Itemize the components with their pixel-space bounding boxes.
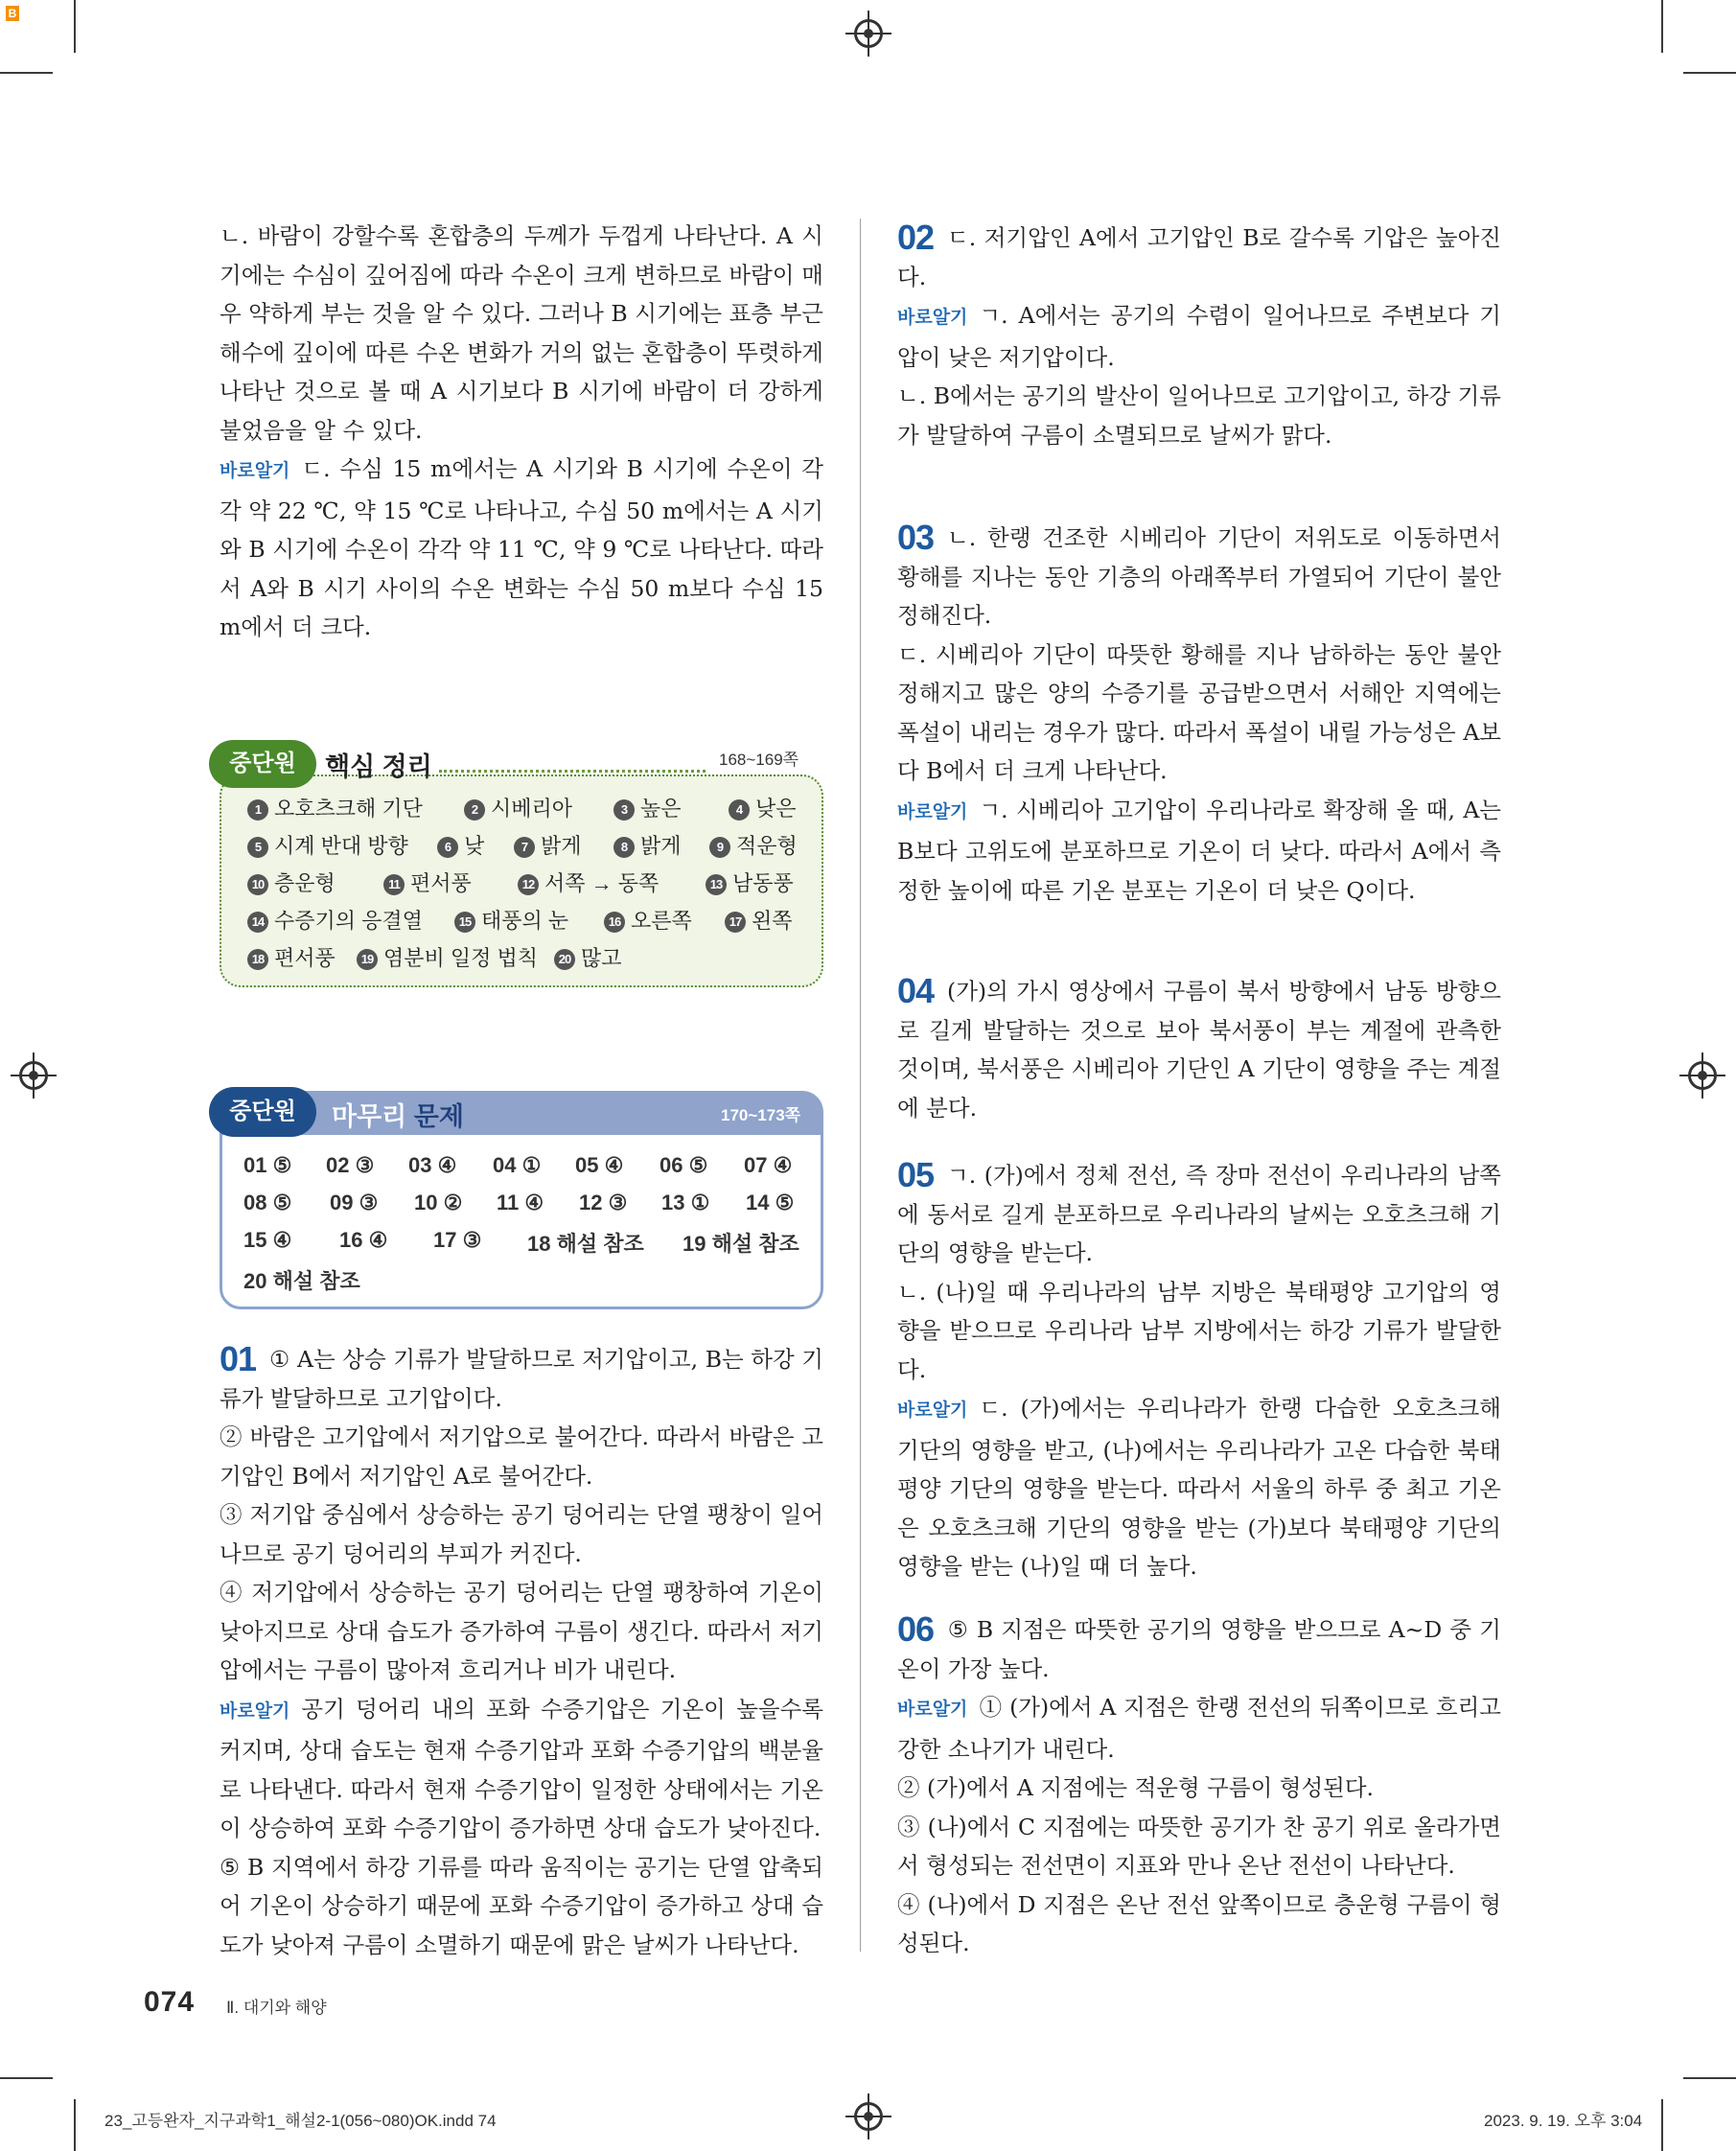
q05-extra: ㄴ. (나)일 때 우리나라의 남부 지방은 북태평양 고기압의 영향을 받으므로 우리나라 남부 지방에서는 하강 기류가 발달한다.	[897, 1278, 1501, 1383]
summary-item	[383, 867, 472, 897]
item-number-badge: 16	[604, 912, 625, 933]
summary-item	[554, 942, 622, 972]
summary-item	[247, 793, 423, 822]
q01-line: ③ 저기압 중심에서 상승하는 공기 덩어리는 단열 팽창이 일어나므로 공기 덩어리의 부피가 커진다.	[220, 1501, 823, 1567]
answer-pages: 170~173쪽	[721, 1106, 801, 1124]
answer-item	[683, 1228, 799, 1258]
summary-item	[613, 830, 682, 860]
correction-tag: 바로알기	[220, 461, 290, 481]
summary-item	[437, 830, 484, 860]
q06-block	[897, 1610, 1501, 1963]
answer-question: 04	[493, 1153, 517, 1177]
summary-item-text: 태풍의 눈	[481, 909, 569, 933]
item-number-badge: 7	[514, 837, 535, 858]
answer-question: 19	[683, 1232, 706, 1256]
q01-line: ⑤ B 지역에서 하강 기류를 따라 움직이는 공기는 단열 압축되어 기온이 상승하기 때문에 포화 수증기압이 증가하고 상대 습도가 낮아져 구름이 소멸하기 때문에 맑은 날씨가 나타난다.	[220, 1853, 823, 1958]
answer-item	[575, 1153, 623, 1178]
answer-item	[497, 1191, 544, 1215]
question-number: 04	[897, 971, 935, 1010]
answer-question: 12	[579, 1191, 603, 1214]
answer-item	[243, 1191, 291, 1215]
q01-line: ② 바람은 고기압에서 저기압으로 불어간다. 따라서 바람은 고기압인 B에서 저기압인 A로 불어간다.	[220, 1423, 823, 1490]
answer-question: 13	[661, 1191, 685, 1214]
intro-paragraph: ㄴ. 바람이 강할수록 혼합층의 두께가 두껍게 나타난다. A 시기에는 수심이 깊어짐에 따라 수온이 크게 변하므로 바람이 매우 약하게 부는 것을 알 수 있다. 그러나 B 시기에는 표층 부근 해수에 깊이에 따른 수온 변화가 거의 없는 혼합층이 뚜렷하게 나타난 것으로 볼 때 A 시기보다 B 시기에 바람이 더 강하게 불었음을 알 수 있다.	[220, 222, 823, 444]
answer-title-b: 문제	[413, 1102, 464, 1131]
answer-question: 09	[330, 1191, 354, 1214]
answer-item	[661, 1191, 709, 1215]
answer-value: ①	[521, 1153, 542, 1177]
summary-item-text: 편서풍	[274, 946, 336, 970]
summary-item	[247, 830, 408, 860]
summary-item	[357, 942, 538, 972]
summary-item	[604, 905, 692, 935]
answer-item	[408, 1153, 456, 1178]
crop-mark	[74, 2099, 76, 2151]
q05-correction: 바로알기 ㄷ. (가)에서는 우리나라가 한랭 다습한 오호츠크해 기단의 영향을 받고, (나)에서는 우리나라가 고온 다습한 북태평양 기단의 영향을 받는다. 따라서 서울의 하루 중 최고 기온은 오호츠크해 기단의 영향을 받는 (가)보다 북태평양 기단의 영향을 받는 (나)일 때 더 높다.	[897, 1395, 1501, 1580]
answer-item	[243, 1228, 291, 1253]
item-number-badge: 18	[247, 949, 268, 970]
q03-extra: ㄷ. 시베리아 기단이 따뜻한 황해를 지나 남하하는 동안 불안정해지고 많은 양의 수증기를 공급받으면서 서해안 지역에는 폭설이 내리는 경우가 많다. 따라서 폭설이 내릴 가능성은 A보다 B에서 더 크게 나타난다.	[897, 640, 1501, 784]
section-label: Ⅱ. 대기와 해양	[226, 1999, 327, 2017]
answer-question: 08	[243, 1191, 267, 1214]
answer-value: ⑤	[775, 1191, 795, 1214]
summary-item	[247, 942, 336, 972]
answer-title	[332, 1096, 464, 1133]
correction-tag: 바로알기	[897, 801, 968, 822]
item-number-badge: 11	[383, 874, 405, 895]
answer-value: ③	[608, 1191, 628, 1214]
q06-text: 06 ⑤ B 지점은 따뜻한 공기의 영향을 받으므로 A~D 중 기온이 가장 높다.	[897, 1609, 1501, 1682]
title-dotted-rule	[439, 770, 706, 773]
summary-item-text: 오호츠크해 기단	[274, 797, 423, 821]
intro-correction	[220, 450, 823, 647]
item-number-badge: 2	[464, 799, 485, 821]
summary-item	[464, 793, 572, 822]
crop-mark	[0, 2077, 53, 2079]
answer-question: 05	[575, 1153, 599, 1177]
summary-item-text: 시베리아	[491, 797, 573, 821]
q06-line: ④ (나)에서 D 지점은 온난 전선 앞쪽이므로 층운형 구름이 형성된다.	[897, 1890, 1501, 1956]
item-number-badge: 15	[454, 912, 475, 933]
answer-value: ④	[272, 1228, 292, 1252]
summary-item-text: 많고	[581, 946, 622, 970]
answer-value: ②	[443, 1191, 463, 1214]
answer-item	[746, 1191, 794, 1215]
item-number-badge: 10	[247, 874, 268, 895]
correction-text: ㄷ. 수심 15 m에서는 A 시기와 B 시기에 수온이 각각 약 22 ℃, 약 15 ℃로 나타나고, 수심 50 m에서는 A 시기와 B 시기에 수온이 각각 약 11 ℃, 약 9 ℃로 나타난다. 따라서 A와 B 시기 사이의 수온 변화는 수심 50 m보다 수심 15 m에서 더 크다.	[220, 455, 823, 640]
answer-value: ③	[355, 1153, 375, 1177]
answer-question: 18	[527, 1232, 551, 1256]
answer-value: ③	[359, 1191, 379, 1214]
item-number-badge: 17	[725, 912, 746, 933]
question-number: 06	[897, 1609, 935, 1649]
answer-question: 03	[408, 1153, 432, 1177]
summary-item-text: 층운형	[274, 871, 336, 895]
answer-value: ④	[524, 1191, 544, 1214]
answer-value: ⑤	[272, 1153, 292, 1177]
summary-item	[514, 830, 582, 860]
summary-item	[613, 793, 682, 822]
file-slug: 23_고등완자_지구과학1_해설2-1(056~080)OK.indd 74	[104, 2112, 497, 2130]
q03-text: 03 ㄴ. 한랭 건조한 시베리아 기단이 저위도로 이동하면서 황해를 지나는 동안 기층의 아래쪽부터 가열되어 기단이 불안정해진다.	[897, 518, 1501, 629]
question-number: 02	[897, 218, 935, 257]
answer-item	[579, 1191, 627, 1215]
question-number: 01	[220, 1339, 257, 1378]
answer-question: 14	[746, 1191, 770, 1214]
summary-item-text: 낮은	[755, 797, 797, 821]
answer-value: ④	[773, 1153, 793, 1177]
summary-item	[247, 867, 336, 897]
q02-block	[897, 219, 1501, 454]
summary-item-text: 편서풍	[410, 871, 472, 895]
answer-item	[493, 1153, 541, 1178]
left-column-intro	[220, 217, 823, 647]
item-number-badge: 13	[706, 874, 727, 895]
q03-correction: 바로알기 ㄱ. 시베리아 고기압이 우리나라로 확장해 올 때, A는 B보다 고위도에 분포하므로 기온이 더 낮다. 따라서 A에서 측정한 높이에 따른 기온 분포는 기온이 더 낮은 Q이다.	[897, 796, 1501, 904]
item-number-badge: 4	[729, 799, 750, 821]
summary-item-text: 왼쪽	[752, 909, 793, 933]
summary-item-text: 남동풍	[732, 871, 794, 895]
answer-title-a: 마무리	[332, 1102, 407, 1131]
item-number-badge: 14	[247, 912, 268, 933]
q03-block	[897, 519, 1501, 910]
q02-extra: ㄴ. B에서는 공기의 발산이 일어나므로 고기압이고, 하강 기류가 발달하여 구름이 소멸되므로 날씨가 맑다.	[897, 382, 1501, 449]
answer-value: ①	[690, 1191, 710, 1214]
answer-value: ⑤	[272, 1191, 292, 1214]
registration-mark-icon	[854, 2102, 883, 2131]
summary-item-text: 오른쪽	[631, 909, 692, 933]
answer-question: 02	[326, 1153, 350, 1177]
item-number-badge: 12	[518, 874, 539, 895]
answer-item	[660, 1153, 707, 1178]
crop-mark	[1683, 72, 1736, 74]
crop-mark	[1661, 2099, 1663, 2151]
answer-question: 11	[497, 1191, 520, 1214]
date-slug: 2023. 9. 19. 오후 3:04	[1484, 2112, 1643, 2130]
item-number-badge: 3	[613, 799, 635, 821]
crop-mark	[1661, 0, 1663, 53]
summary-item-text: 시계 반대 방향	[274, 834, 408, 858]
answer-item	[744, 1153, 792, 1178]
summary-item-text: 높은	[640, 797, 682, 821]
q01-correction: 바로알기 공기 덩어리 내의 포화 수증기압은 기온이 높을수록 커지며, 상대 습도는 현재 수증기압과 포화 수증기압의 백분율로 나타낸다. 따라서 현재 수증기압이 일정한 상태에서는 기온이 상승하여 포화 수증기압이 증가하면 상대 습도가 낮아진다.	[220, 1695, 823, 1841]
summary-pill: 중단원	[209, 740, 316, 788]
summary-pages: 168~169쪽	[719, 751, 799, 769]
summary-item	[454, 905, 568, 935]
summary-item-text: 밝게	[640, 834, 682, 858]
correction-tag: 바로알기	[897, 308, 968, 328]
q05-text: 05 ㄱ. (가)에서 정체 전선, 즉 장마 전선이 우리나라의 남쪽에 동서로 길게 분포하므로 우리나라의 날씨는 오호츠크해 기단의 영향을 받는다.	[897, 1155, 1501, 1266]
item-number-badge: 8	[613, 837, 635, 858]
registration-mark-icon	[1688, 1061, 1717, 1090]
q05-block	[897, 1156, 1501, 1586]
publisher-logo-icon: B	[6, 6, 19, 21]
summary-title: 핵심 정리	[325, 752, 432, 781]
answer-question: 16	[339, 1228, 363, 1252]
summary-item	[706, 867, 794, 897]
q02-text: 02 ㄷ. 저기압인 A에서 고기압인 B로 갈수록 기압은 높아진다.	[897, 218, 1501, 290]
answer-item	[243, 1153, 291, 1178]
summary-item	[725, 905, 793, 935]
answer-value: 해설 참조	[272, 1269, 360, 1293]
answer-item	[330, 1191, 378, 1215]
answer-item	[339, 1228, 387, 1253]
answer-question: 10	[414, 1191, 438, 1214]
summary-item-text: 염분비 일정 법칙	[383, 946, 538, 970]
summary-item	[709, 830, 798, 860]
answer-value: ④	[604, 1153, 624, 1177]
q06-line: ② (가)에서 A 지점에는 적운형 구름이 형성된다.	[897, 1774, 1375, 1801]
answer-value: ③	[462, 1228, 482, 1252]
answer-question: 17	[433, 1228, 457, 1252]
item-number-badge: 5	[247, 837, 268, 858]
answer-item	[414, 1191, 462, 1215]
correction-tag: 바로알기	[897, 1700, 968, 1720]
answer-question: 15	[243, 1228, 267, 1252]
answer-item	[527, 1228, 644, 1258]
correction-tag: 바로알기	[897, 1400, 968, 1421]
answer-question: 20	[243, 1269, 267, 1293]
q04-text: 04 (가)의 가시 영상에서 구름이 북서 방향에서 남동 방향으로 길게 발달하는 것으로 보아 북서풍이 부는 계절에 관측한 것이며, 북서풍은 시베리아 기단인 A 기단이 영향을 주는 계절에 분다.	[897, 971, 1501, 1122]
item-number-badge: 1	[247, 799, 268, 821]
item-number-badge: 19	[357, 949, 378, 970]
answer-item	[326, 1153, 374, 1178]
summary-item	[247, 905, 423, 935]
answer-value: 해설 참조	[556, 1232, 644, 1256]
answer-value: 해설 참조	[711, 1232, 799, 1256]
answer-value: ④	[437, 1153, 457, 1177]
q01-line: 01 ① A는 상승 기류가 발달하므로 저기압이고, B는 하강 기류가 발달하므로 고기압이다.	[220, 1339, 823, 1412]
summary-item	[729, 793, 797, 822]
answer-item	[243, 1265, 360, 1295]
answer-question: 01	[243, 1153, 267, 1177]
correction-tag: 바로알기	[220, 1700, 290, 1722]
column-divider	[860, 219, 861, 1952]
summary-item	[518, 867, 659, 897]
question-number: 03	[897, 518, 935, 557]
q04-block	[897, 972, 1501, 1127]
q06-correction: 바로알기 ① (가)에서 A 지점은 한랭 전선의 뒤쪽이므로 흐리고 강한 소나기가 내린다.	[897, 1694, 1501, 1763]
item-number-badge: 9	[709, 837, 730, 858]
q01-line: ④ 저기압에서 상승하는 공기 덩어리는 단열 팽창하여 기온이 낮아지므로 상대 습도가 증가하여 구름이 생긴다. 따라서 저기압에서는 구름이 많아져 흐리거나 비가 내린다.	[220, 1579, 823, 1683]
item-number-badge: 6	[437, 837, 458, 858]
q02-correction: 바로알기 ㄱ. A에서는 공기의 수렴이 일어나므로 주변보다 기압이 낮은 저기압이다.	[897, 302, 1501, 371]
answer-item	[433, 1228, 481, 1253]
item-number-badge: 20	[554, 949, 575, 970]
crop-mark	[0, 72, 53, 74]
registration-mark-icon	[19, 1061, 48, 1090]
page-number: 074	[144, 1986, 196, 2018]
q06-line: ③ (나)에서 C 지점에는 따뜻한 공기가 찬 공기 위로 올라가면서 형성되는 전선면이 지표와 만나 온난 전선이 나타난다.	[897, 1813, 1501, 1879]
answer-pill: 중단원	[209, 1087, 316, 1137]
crop-mark	[1683, 2077, 1736, 2079]
answer-value: ⑤	[688, 1153, 708, 1177]
answer-question: 06	[660, 1153, 683, 1177]
summary-item-text: 서쪽 → 동쪽	[544, 871, 660, 895]
summary-item-text: 수증기의 응결열	[274, 909, 423, 933]
summary-item-text: 밝게	[541, 834, 582, 858]
answer-value: ④	[368, 1228, 388, 1252]
answer-question: 07	[744, 1153, 768, 1177]
summary-item-text: 적운형	[736, 834, 798, 858]
summary-item-text: 낮	[464, 834, 485, 858]
q01-block	[220, 1340, 823, 1964]
crop-mark	[74, 0, 76, 53]
registration-mark-icon	[854, 19, 883, 48]
question-number: 05	[897, 1155, 935, 1194]
